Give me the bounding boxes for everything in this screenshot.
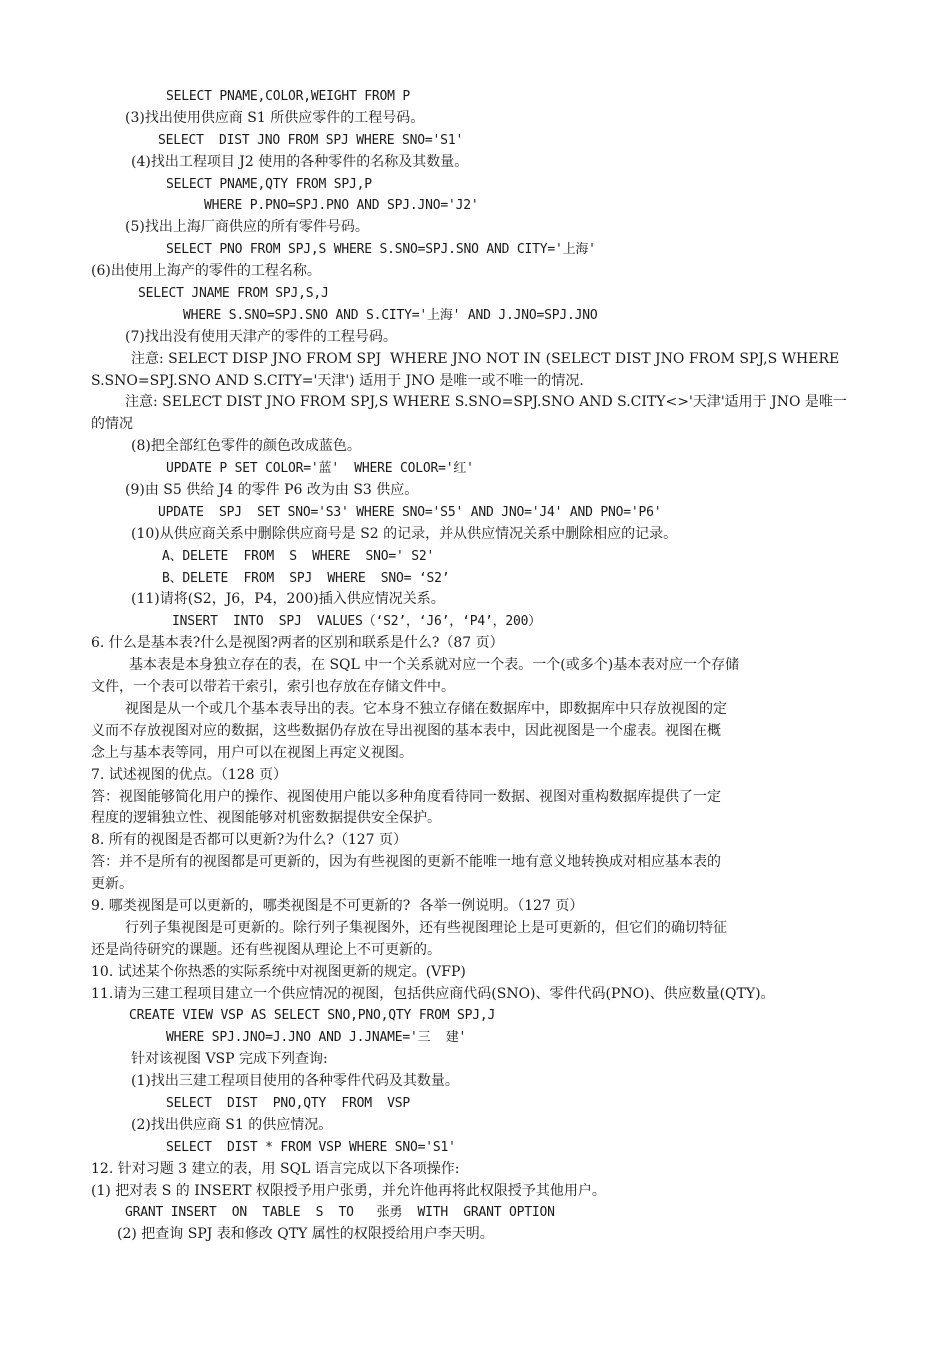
text-line: S.SNO=SPJ.SNO AND S.CITY='天津') 适用于 JNO 是唯一或不唯一的情况. bbox=[91, 372, 584, 389]
sql-code-line: SELECT PNAME,QTY FROM SPJ,P bbox=[166, 176, 372, 192]
sql-code-line: SELECT DIST * FROM VSP WHERE SNO='S1' bbox=[166, 1139, 456, 1155]
text-line: 还是尚待研究的课题。还有些视图从理论上不可更新的。 bbox=[91, 941, 441, 958]
text-line: (6)出使用上海产的零件的工程名称。 bbox=[91, 263, 321, 280]
text-line: 答：并不是所有的视图都是可更新的，因为有些视图的更新不能唯一地有意义地转换成对相应基本表的 bbox=[91, 854, 721, 871]
text-line: (3)找出使用供应商 S1 所供应零件的工程号码。 bbox=[125, 109, 425, 126]
sql-code-line: B、DELETE FROM SPJ WHERE SNO= ‘S2’ bbox=[162, 570, 450, 586]
sql-code-line: GRANT INSERT ON TABLE S TO 张勇 WITH GRANT OPTION bbox=[125, 1205, 555, 1221]
text-line: 念上与基本表等同，用户可以在视图上再定义视图。 bbox=[91, 744, 413, 761]
text-line: 视图是从一个或几个基本表导出的表。它本身不独立存储在数据库中，即数据库中只存放视图的定 bbox=[125, 700, 727, 717]
text-line: 7. 试述视图的优点。（128 页） bbox=[91, 766, 287, 783]
text-line: 注意: SELECT DISP JNO FROM SPJ WHERE JNO NOT IN (SELECT DIST JNO FROM SPJ,S WHERE bbox=[131, 350, 840, 367]
text-line: 9. 哪类视图是可以更新的，哪类视图是不可更新的? 各举一例说明。（127 页） bbox=[91, 897, 584, 914]
sql-code-line: SELECT DIST JNO FROM SPJ WHERE SNO='S1' bbox=[158, 132, 464, 148]
text-line: (1) 把对表 S 的 INSERT 权限授予用户张勇，并允许他再将此权限授予其他用户。 bbox=[91, 1182, 606, 1199]
text-line: (4)找出工程项目 J2 使用的各种零件的名称及其数量。 bbox=[131, 153, 469, 170]
text-line: (2) 把查询 SPJ 表和修改 QTY 属性的权限授给用户李天明。 bbox=[117, 1226, 494, 1243]
text-line: 针对该视图 VSP 完成下列查询: bbox=[131, 1051, 328, 1068]
sql-code-line: SELECT PNO FROM SPJ,S WHERE S.SNO=SPJ.SNO AND CITY='上海' bbox=[166, 242, 596, 258]
sql-code-line: SELECT JNAME FROM SPJ,S,J bbox=[138, 286, 329, 302]
text-line: (8)把全部红色零件的颜色改成蓝色。 bbox=[131, 438, 361, 455]
text-line: (11)请将(S2，J6，P4，200)插入供应情况关系。 bbox=[131, 591, 445, 608]
text-line: (2)找出供应商 S1 的供应情况。 bbox=[131, 1116, 333, 1133]
text-line: (5)找出上海厂商供应的所有零件号码。 bbox=[125, 219, 369, 236]
text-line: 10. 试述某个你热悉的实际系统中对视图更新的规定。(VFP) bbox=[91, 963, 466, 980]
sql-code-line: WHERE P.PNO=SPJ.PNO AND SPJ.JNO='J2' bbox=[204, 198, 479, 214]
text-line: 的情况 bbox=[91, 416, 133, 433]
sql-code-line: CREATE VIEW VSP AS SELECT SNO,PNO,QTY FROM SPJ,J bbox=[129, 1008, 496, 1024]
sql-code-line: WHERE SPJ.JNO=J.JNO AND J.JNAME='三 建' bbox=[166, 1030, 467, 1046]
text-line: (10)从供应商关系中删除供应商号是 S2 的记录，并从供应情况关系中删除相应的记录。 bbox=[131, 525, 678, 542]
text-line: 6. 什么是基本表?什么是视图?两者的区别和联系是什么?（87 页） bbox=[91, 635, 504, 652]
sql-code-line: SELECT DIST PNO,QTY FROM VSP bbox=[166, 1095, 411, 1111]
sql-code-line: WHERE S.SNO=SPJ.SNO AND S.CITY='上海' AND J.JNO=SPJ.JNO bbox=[183, 307, 598, 323]
text-line: (9)由 S5 供给 J4 的零件 P6 改为由 S3 供应。 bbox=[125, 482, 419, 499]
text-line: 程度的逻辑独立性、视图能够对机密数据提供安全保护。 bbox=[91, 810, 441, 827]
text-line: 8. 所有的视图是否都可以更新?为什么?（127 页） bbox=[91, 832, 407, 849]
text-line: 注意: SELECT DIST JNO FROM SPJ,S WHERE S.SNO=SPJ.SNO AND S.CITY<>'天津'适用于 JNO 是唯一 bbox=[125, 394, 847, 411]
text-line: 答：视图能够简化用户的操作、视图使用户能以多种角度看待同一数据、视图对重构数据库提供了一定 bbox=[91, 788, 721, 805]
sql-code-line: A、DELETE FROM S WHERE SNO=' S2' bbox=[162, 548, 435, 564]
sql-code-line: INSERT INTO SPJ VALUES（‘S2’，‘J6’，‘P4’，200） bbox=[172, 614, 542, 630]
text-line: 义而不存放视图对应的数据，这些数据仍存放在导出视图的基本表中，因此视图是一个虚表。视图在概 bbox=[91, 722, 721, 739]
text-line: 行列子集视图是可更新的。除行列子集视图外，还有些视图理论上是可更新的，但它们的确切特征 bbox=[125, 919, 727, 936]
text-line: (7)找出没有使用天津产的零件的工程号码。 bbox=[125, 328, 397, 345]
text-line: 文件，一个表可以带若干索引，索引也存放在存储文件中。 bbox=[91, 679, 455, 696]
text-line: 12. 针对习题 3 建立的表，用 SQL 语言完成以下各项操作: bbox=[91, 1160, 460, 1177]
sql-code-line: SELECT PNAME,COLOR,WEIGHT FROM P bbox=[166, 89, 411, 104]
sql-code-line: UPDATE P SET COLOR='蓝' WHERE COLOR='红' bbox=[166, 461, 474, 477]
document-body bbox=[0, 86, 952, 1246]
text-line: (1)找出三建工程项目使用的各种零件代码及其数量。 bbox=[131, 1073, 459, 1090]
sql-code-line: UPDATE SPJ SET SNO='S3' WHERE SNO='S5' AND JNO='J4' AND PNO='P6' bbox=[158, 504, 662, 520]
text-line: 11.请为三建工程项目建立一个供应情况的视图，包括供应商代码(SNO)、零件代码(PNO)、供应数量(QTY)。 bbox=[91, 985, 775, 1002]
text-line: 基本表是本身独立存在的表，在 SQL 中一个关系就对应一个表。一个(或多个)基本表对应一个存储 bbox=[129, 657, 740, 674]
text-line: 更新。 bbox=[91, 876, 133, 893]
